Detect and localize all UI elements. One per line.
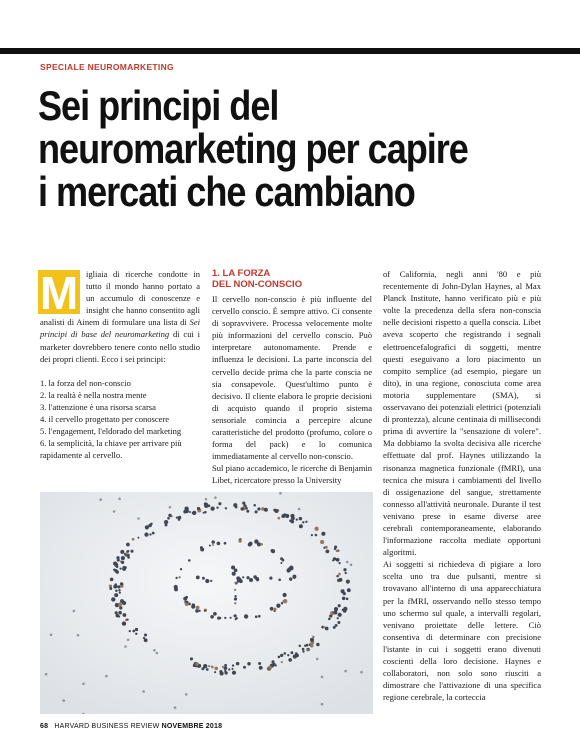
crowd-dot — [205, 498, 208, 501]
list-item: 6. la semplicità, la chiave per arrivare più rapidamente al cervello. — [40, 438, 182, 461]
crowd-dot — [260, 543, 263, 546]
crowd-dot — [210, 580, 212, 582]
crowd-dot — [121, 556, 125, 560]
crowd-dot — [289, 577, 292, 580]
body-paragraph: of California, negli anni '80 e più recentemente di John-Dylan Haynes, al Max Planck Institute, hanno verificato più e più volte la precedenza della sfera non-conscia nelle decisioni rispetto a quella conscia. Libet aveva scoperto che registrando i segnali elettroencefalografici di soggetti, mentre questi eseguivano a loro piacimento un compito semplice (ad esempio, piegare un dito), in una regione, conosciuta come area motoria supplementare (SMA), si osservavano dei potenziali elettrici (potenziali di prontezza), alcune centinaia di millisecondi prima di avvertire la "sensazione di volere". Ma dobbiamo la svolta decisiva alle ricerche effettuate dal prof. Haynes utilizzando la risonanza magnetica funzionale (fMRI), una tecnica che misura i cambiamenti del livello di ossigenazione del sangue, strettamente connesso all'attività neuronale. Durante il test venivano prese in esame diverse aree cerebrali contemporaneamente, elaborando l'informazione raccolta mediate opportuni algoritmi. — [383, 269, 541, 558]
crowd-dot — [245, 507, 248, 510]
crowd-dot — [132, 538, 135, 541]
crowd-dot — [196, 606, 200, 610]
crowd-dot — [197, 507, 200, 510]
crowd-dot — [339, 578, 343, 582]
crowd-dot — [118, 611, 122, 615]
crowd-dot — [118, 498, 121, 501]
crowd-dot — [135, 633, 137, 635]
crowd-dot — [271, 549, 274, 552]
crowd-dot — [333, 611, 335, 613]
crowd-dot — [233, 503, 237, 507]
column-2 — [212, 268, 372, 487]
crowd-dot — [228, 668, 230, 670]
crowd-dot — [124, 553, 127, 556]
crowd-dot — [204, 511, 207, 514]
crowd-dot — [130, 550, 133, 553]
crowd-dot — [120, 550, 124, 554]
crowd-dot — [109, 587, 112, 590]
crowd-dot — [144, 633, 147, 636]
crowd-dot — [117, 585, 120, 588]
crowd-dot — [218, 502, 221, 505]
section-subhead — [212, 268, 372, 290]
crowd-dot — [312, 636, 315, 639]
crowd-dot — [334, 607, 338, 611]
crowd-dot — [191, 603, 195, 607]
crowd-dot — [234, 597, 237, 600]
crowd-dot — [214, 671, 216, 673]
list-item: 5. l'engagement, l'eldorado del marketing — [40, 426, 182, 437]
crowd-dot — [292, 575, 296, 579]
crowd-dot — [116, 566, 119, 569]
crowd-dot — [62, 699, 65, 702]
crowd-dot — [77, 634, 80, 637]
crowd-dot — [283, 593, 287, 597]
crowd-dot — [316, 643, 320, 647]
crowd-dot — [210, 506, 214, 510]
crowd-dot — [148, 524, 152, 528]
crowd-dot — [234, 614, 237, 617]
crowd-dot — [347, 588, 351, 592]
crowd-dot — [345, 572, 347, 574]
intro-text-b: di cui i marketer dovrebbero tenere conto nello studio dei propri clienti. Ecco i sei principi: — [40, 329, 200, 364]
crowd-dot — [272, 663, 275, 666]
crowd-dot — [179, 576, 181, 578]
crowd-dot — [264, 508, 268, 512]
column-3 — [383, 268, 541, 703]
crowd-dot — [224, 666, 228, 670]
crowd-dot — [321, 676, 324, 679]
page-footer — [40, 723, 222, 730]
crowd-dot — [338, 573, 341, 576]
crowd-dot — [336, 549, 339, 552]
crowd-dot — [283, 599, 287, 603]
crowd-dot — [175, 577, 177, 579]
crowd-dot — [212, 544, 214, 546]
crowd-dot — [277, 517, 280, 520]
crowd-dot — [110, 578, 114, 582]
crowd-dot — [149, 533, 151, 535]
crowd-dot — [217, 617, 220, 620]
title-line-3: i mercati che cambiano — [38, 168, 415, 215]
crowd-dot — [211, 540, 214, 543]
column-1 — [40, 268, 200, 461]
crowd-dot — [323, 626, 325, 628]
crowd-dot — [200, 548, 204, 552]
list-item: 1. la forza del non-conscio — [40, 377, 131, 388]
crowd-dot — [299, 524, 303, 528]
crowd-dot — [113, 561, 117, 565]
crowd-dot — [127, 556, 130, 559]
title-line-1: Sei principi del — [38, 82, 279, 129]
crowd-dot — [185, 596, 188, 599]
crowd-dot — [238, 539, 241, 542]
crowd-dot — [321, 532, 325, 536]
crowd-dot — [310, 638, 314, 642]
crowd-dot — [299, 645, 301, 647]
crowd-dot — [302, 648, 305, 651]
crowd-dot — [127, 619, 129, 621]
crowd-dot — [73, 610, 76, 613]
crowd-dot — [328, 618, 331, 621]
crowd-dot — [237, 580, 240, 583]
crowd-dot — [337, 617, 339, 619]
crowd-dot — [122, 621, 126, 625]
crowd-dot — [120, 582, 123, 585]
principles-list — [40, 377, 200, 462]
magazine-name: HARVARD BUSINESS REVIEW — [54, 723, 160, 730]
crowd-dot — [287, 567, 291, 571]
crowd-forming-head-silhouette-icon — [40, 492, 373, 714]
crowd-dot — [174, 587, 178, 591]
crowd-dot — [285, 514, 289, 518]
crowd-dot — [350, 564, 353, 567]
crowd-dot — [315, 534, 318, 537]
crowd-dot — [176, 516, 178, 518]
crowd-dot — [137, 517, 140, 520]
crowd-dot — [118, 589, 120, 591]
crowd-dot — [196, 575, 200, 579]
crowd-dot — [224, 542, 227, 545]
crowd-dot — [343, 568, 346, 571]
subhead-line-2: DEL NON-CONSCIO — [212, 279, 303, 290]
crowd-dot — [209, 544, 211, 546]
crowd-dot — [234, 595, 236, 597]
crowd-dot — [167, 517, 170, 520]
crowd-dot — [280, 562, 282, 564]
crowd-dot — [129, 630, 131, 632]
crowd-dot — [115, 583, 117, 585]
crowd-dot — [224, 617, 226, 619]
crowd-dot — [306, 644, 309, 647]
crowd-dot — [224, 664, 227, 667]
crowd-dot — [192, 511, 196, 515]
crowd-dot — [336, 575, 339, 578]
crowd-dot — [280, 654, 283, 657]
crowd-dot — [118, 602, 122, 606]
crowd-dot — [333, 626, 336, 629]
crowd-dot — [210, 615, 214, 619]
crowd-dot — [111, 597, 115, 601]
crowd-dot — [205, 503, 208, 506]
crowd-dot — [258, 615, 261, 618]
crowd-dot — [291, 520, 295, 524]
crowd-dot — [119, 606, 122, 609]
issue-date: NOVEMBRE 2018 — [161, 723, 223, 730]
crowd-dot — [278, 578, 281, 581]
crowd-dot — [119, 567, 121, 569]
list-item: 4. il cervello progettato per conoscere — [40, 414, 170, 425]
crowd-dot — [311, 534, 313, 536]
crowd-dot — [116, 614, 120, 618]
crowd-dot — [220, 671, 224, 675]
crowd-dot — [336, 558, 340, 562]
crowd-dot — [278, 656, 281, 659]
crowd-dot — [82, 683, 85, 686]
crowd-dot — [208, 665, 210, 667]
crowd-dot — [259, 666, 263, 670]
crowd-dot — [334, 548, 336, 550]
crowd-dot — [244, 614, 248, 618]
crowd-dot — [153, 649, 156, 652]
crowd-dot — [145, 525, 149, 529]
intro-text-a: igliaia di ricerche condotte in tutto il mondo hanno portato a un accumulo di conoscenze e insight che hanno consentito agli analisti di Ainem di formulare una lista di — [40, 269, 200, 328]
crowd-dot — [242, 576, 244, 578]
crowd-dot — [302, 650, 304, 652]
crowd-dot — [346, 561, 349, 564]
crowd-dot — [234, 582, 236, 584]
crowd-dot — [122, 613, 126, 617]
crowd-dot — [240, 507, 243, 510]
crowd-dot — [342, 597, 345, 600]
crowd-dot — [343, 592, 346, 595]
crowd-dot — [243, 666, 246, 669]
crowd-dot — [124, 645, 127, 648]
crowd-dot — [232, 664, 234, 666]
crowd-dot — [283, 652, 286, 655]
crowd-dot — [337, 621, 340, 624]
crowd-dot — [299, 517, 302, 520]
crowd-dot — [255, 510, 258, 513]
crowd-dot — [258, 507, 260, 509]
crowd-dot — [222, 666, 224, 668]
crowd-dot — [338, 562, 340, 564]
crowd-dot — [346, 580, 350, 584]
crowd-dot — [236, 662, 240, 666]
crowd-dot — [45, 673, 48, 676]
crowd-dot — [274, 608, 277, 611]
crowd-dot — [116, 570, 119, 573]
crowd-dot — [246, 576, 249, 579]
crowd-dot — [230, 617, 232, 619]
crowd-dot — [156, 652, 159, 655]
crowd-dot — [144, 532, 148, 536]
title-line-2: neuromarketing per capire — [38, 125, 468, 172]
crowd-dot — [202, 577, 205, 580]
crowd-dot — [126, 543, 130, 547]
crowd-dot — [288, 658, 292, 662]
crowd-dot — [231, 668, 233, 670]
crowd-dot — [279, 492, 282, 495]
drop-cap: M — [39, 267, 79, 319]
article-image — [40, 492, 373, 714]
crowd-dot — [190, 657, 193, 660]
crowd-dot — [127, 639, 130, 642]
page-title — [38, 84, 485, 213]
crowd-dot — [214, 667, 218, 671]
crowd-dot — [105, 675, 108, 678]
crowd-dot — [325, 546, 328, 549]
crowd-dot — [180, 568, 182, 570]
crowd-dot — [321, 703, 324, 706]
crowd-dot — [225, 507, 227, 509]
crowd-dot — [314, 527, 318, 531]
crowd-dot — [211, 666, 214, 669]
crowd-dot — [224, 670, 226, 672]
crowd-dot — [276, 604, 280, 608]
subhead-line-1: 1. LA FORZA — [212, 268, 271, 279]
crowd-dot — [206, 668, 209, 671]
crowd-dot — [268, 666, 272, 670]
crowd-dot — [127, 550, 130, 553]
crowd-dot — [253, 575, 256, 578]
body-paragraph: Il cervello non-conscio è più influente del cervello conscio. È sempre attivo. Ci consente di sopravvivere. Processa velocemente molte più informazioni del cervello conscio. Può interpretare autonomamente. Prende e influenza le decisioni. La parte inconscia del cervello decide prima che la parte conscia ne sia consapevole. Quest'ultimo punto è decisivo. Il cliente elabora le proprie decisioni di acquisto quando il proprio sistema sensoriale comincia a percepire alcune caratteristiche del prodotto (profumo, colore o forma del pack) e lo comunica immediatamente al cervello non-conscio. — [212, 294, 372, 462]
crowd-dot — [316, 658, 319, 661]
crowd-dot — [185, 693, 188, 696]
crowd-dot — [338, 604, 341, 607]
crowd-dot — [360, 671, 363, 674]
list-item: 3. l'attenzione è una risorsa scarsa — [40, 401, 156, 412]
crowd-dot — [169, 506, 172, 509]
crowd-dot — [189, 511, 191, 513]
crowd-dot — [234, 589, 236, 591]
crowd-dot — [186, 601, 188, 603]
crowd-dot — [137, 537, 139, 539]
crowd-dot — [305, 521, 307, 523]
crowd-dot — [343, 609, 347, 613]
crowd-dot — [121, 561, 124, 564]
crowd-dot — [203, 664, 207, 668]
crowd-dot — [235, 618, 237, 620]
crowd-dot — [346, 597, 349, 600]
crowd-dot — [281, 661, 283, 663]
crowd-dot — [99, 498, 102, 501]
crowd-dot — [188, 559, 191, 562]
crowd-dot — [249, 542, 253, 546]
crowd-dot — [115, 589, 118, 592]
crowd-dot — [195, 662, 199, 666]
crowd-dot — [298, 508, 301, 511]
crowd-dot — [174, 706, 177, 709]
section-label: SPECIALE NEUROMARKETING — [40, 62, 174, 72]
crowd-dot — [168, 514, 171, 517]
crowd-dot — [247, 662, 251, 666]
crowd-dot — [217, 542, 221, 546]
intro-title-emphasis: Sei principi di base del neuromarketing — [40, 317, 200, 340]
crowd-dot — [183, 510, 187, 514]
crowd-dot — [113, 510, 116, 513]
crowd-dot — [143, 637, 145, 639]
crowd-dot — [50, 634, 53, 637]
crowd-dot — [214, 496, 217, 499]
crowd-dot — [234, 568, 238, 572]
crowd-dot — [310, 644, 314, 648]
crowd-dot — [306, 649, 308, 651]
crowd-dot — [273, 509, 276, 512]
crowd-dot — [338, 613, 342, 617]
crowd-dot — [287, 654, 289, 656]
crowd-dot — [333, 557, 336, 560]
crowd-dot — [234, 602, 236, 604]
crowd-dot — [296, 518, 298, 520]
crowd-dot — [152, 532, 155, 535]
crowd-dot — [119, 591, 121, 593]
crowd-dot — [164, 520, 168, 524]
crowd-dot — [114, 593, 118, 597]
crowd-dot — [302, 521, 304, 523]
crowd-dot — [290, 514, 294, 518]
crowd-dot — [325, 627, 329, 631]
crowd-dot — [281, 602, 283, 604]
crowd-dot — [249, 578, 253, 582]
crowd-dot — [195, 609, 199, 613]
crowd-dot — [258, 662, 261, 665]
crowd-dot — [293, 654, 297, 658]
crowd-dot — [280, 557, 283, 560]
crowd-dot — [178, 518, 181, 521]
crowd-dot — [344, 670, 347, 673]
crowd-dot — [232, 572, 236, 576]
crowd-dot — [135, 628, 138, 631]
crowd-dot — [198, 610, 200, 612]
crowd-dot — [232, 671, 236, 675]
list-item: 2. la realtà è nella nostra mente — [40, 389, 147, 400]
crowd-dot — [122, 566, 125, 569]
crowd-dot — [142, 690, 145, 693]
crowd-dot — [326, 550, 330, 554]
crowd-dot — [213, 612, 217, 616]
crowd-dot — [122, 601, 126, 605]
crowd-dot — [320, 540, 324, 544]
crowd-dot — [205, 579, 209, 583]
page-number: 68 — [40, 723, 49, 730]
crowd-dot — [253, 504, 256, 507]
top-rule — [0, 48, 580, 54]
body-paragraph: Sul piano accademico, le ricerche di Benjamin Libet, ricercatore presso la University — [212, 463, 372, 486]
crowd-dot — [242, 502, 245, 505]
crowd-dot — [269, 577, 272, 580]
crowd-dot — [290, 651, 293, 654]
crowd-dot — [132, 630, 135, 633]
crowd-dot — [256, 578, 259, 581]
body-paragraph: Ai soggetti si richiedeva di pigiare a loro scelta uno tra due pulsanti, mentre si trovavano all'interno di una apparecchiatura per la fMRI, osservando nello stesso tempo uno schermo sul quale, a intervalli regolari, venivano proiettate delle lettere. Ciò consentiva di determinare con precisione l'istante in cui i soggetti erano divenuti coscienti della loro decisione. Haynes e collaboratori, non solo sono riusciti a dimostrare che l'attivazione di una specifica regione cerebrale, la corteccia — [383, 559, 541, 703]
crowd-dot — [270, 607, 274, 611]
crowd-dot — [246, 510, 249, 513]
crowd-dot — [117, 559, 120, 562]
crowd-dot — [216, 506, 218, 508]
crowd-dot — [204, 610, 206, 612]
crowd-dot — [255, 615, 258, 618]
